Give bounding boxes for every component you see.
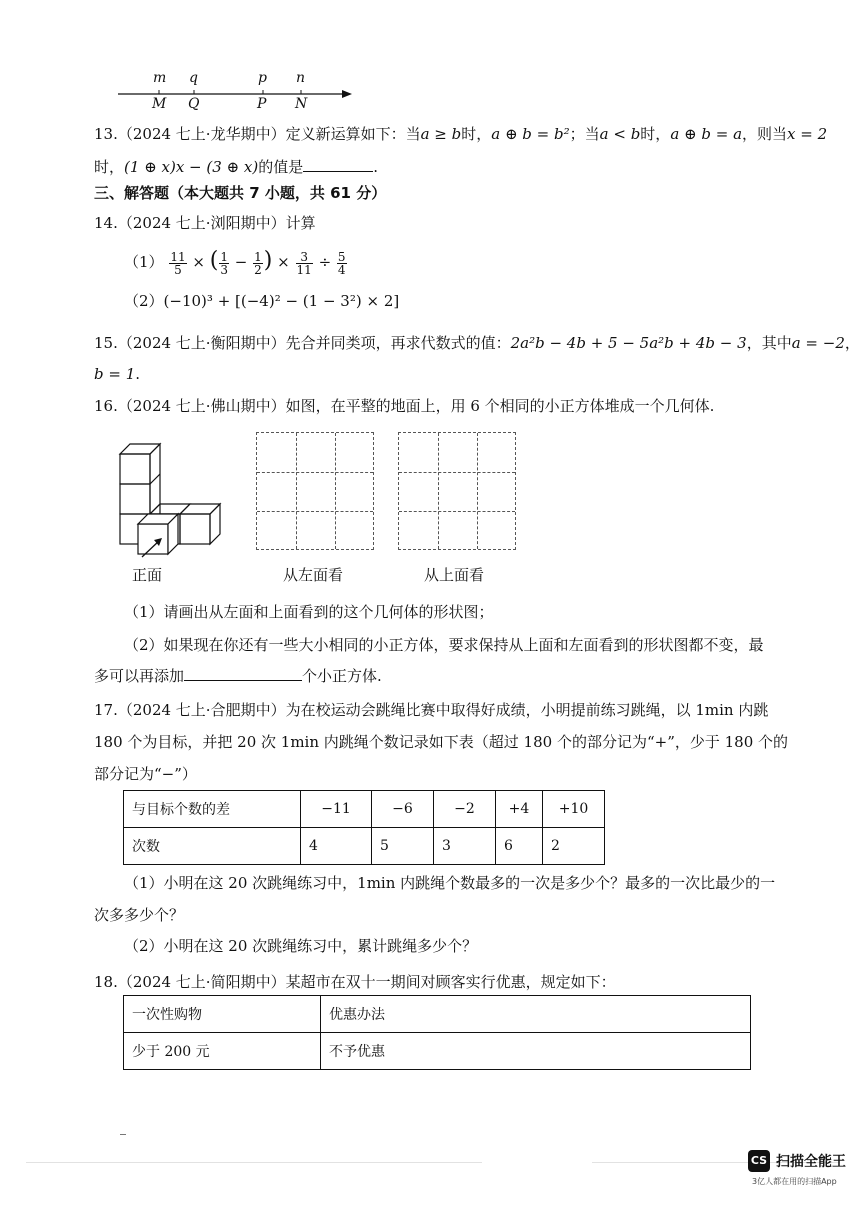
page-divider [26,1162,482,1163]
left-view-grid[interactable] [256,432,374,550]
q15-text: ， [844,334,860,352]
paren: ( [209,248,219,273]
q17-line2: 180 个为目标，并把 20 次 1min 内跳绳个数记录如下表（超过 180 个的部分记为“+”，少于 180 个的 [94,733,789,751]
q15-line1 [94,332,860,354]
footer-brand: 扫描全能王 [776,1154,846,1170]
table-cell: 4 [301,828,372,865]
label-P: P [257,96,267,112]
q15-expression: 2a²b − 4b + 5 − 5a²b + 4b − 3 [510,334,747,352]
q14-title: 14.（2024 七上·浏阳期中）计算 [94,214,316,232]
times-sign: × [192,253,205,271]
q16-part2-line1: （2）如果现在你还有一些大小相同的小正方体，要求保持从上面和左面看到的形状图都不变，最 [124,636,764,654]
q15-b-value: b = 1 [94,365,136,383]
q13-line1 [94,123,827,145]
table-cell: 2 [543,828,605,865]
q15-a-value: a = −2 [791,334,845,352]
q14-part2-expression: (−10)³ + [(−4)² − (1 − 3²) × 2] [163,292,400,310]
q18-title: 18.（2024 七上·简阳期中）某超市在双十一期间对顾客实行优惠，规定如下： [94,973,616,991]
q16-text: 个小正方体. [302,667,382,685]
q16-title: 16.（2024 七上·佛山期中）如图，在平整的地面上，用 6 个相同的小正方体堆成一个几何体. [94,397,715,415]
q18-table [123,995,751,1070]
q15-text: . [135,365,141,383]
q13-text: 时， [94,158,125,176]
table-cell: −6 [372,791,434,828]
q14-part1-label: （1） [124,253,164,271]
table-cell: 少于 200 元 [124,1033,321,1070]
table-cell: −11 [301,791,372,828]
label-N: N [295,96,308,112]
section-3-heading: 三、解答题（本大题共 7 小题，共 61 分） [94,184,387,202]
q13-expression: (1 ⊕ x)x − (3 ⊕ x) [124,158,259,176]
label-q: q [189,70,198,86]
number-line [116,70,356,114]
q13-rule2: a ⊕ b = a [670,125,743,143]
q15-line2 [94,363,140,385]
table-cell: 3 [434,828,496,865]
label-p: p [258,70,267,86]
q13-answer-blank[interactable] [303,157,373,172]
q14-part1 [124,244,348,278]
q13-cond1: a ≥ b [420,125,462,143]
q16-part1: （1）请画出从左面和上面看到的这个几何体的形状图； [124,603,494,621]
q13-xvalue: x = 2 [787,125,828,143]
label-Q: Q [188,96,200,112]
table-row [124,1033,751,1070]
scan-mark [120,1134,126,1135]
camscanner-logo-icon: CS [748,1150,770,1172]
q13-text: 时， [461,125,492,143]
q17-line1: 17.（2024 七上·合肥期中）为在校运动会跳绳比赛中取得好成绩，小明提前练习跳绳，以 1min 内跳 [94,701,769,719]
minus-sign: − [234,253,248,271]
label-top-view: 从上面看 [424,566,485,584]
top-view-grid[interactable] [398,432,516,550]
table-cell: 优惠办法 [321,996,751,1033]
q13-text: 的值是 [258,158,304,176]
q16-text: 多可以再添加 [94,667,185,685]
q13-text: . [373,158,378,176]
label-M: M [152,96,167,112]
table-cell: 一次性购物 [124,996,321,1033]
fraction: $\frac{1}{3}$ [220,249,228,277]
q15-text: 15.（2024 七上·衡阳期中）先合并同类项，再求代数式的值： [94,334,511,352]
q17-part1-line2: 次多多少个？ [94,906,185,924]
q13-text: ，则当 [742,125,788,143]
fraction: $\frac{11}{5}$ [170,249,186,277]
fraction: $\frac{3}{11}$ [296,249,312,277]
q16-answer-blank[interactable] [184,666,302,681]
label-m: m [153,70,167,86]
label-left-view: 从左面看 [283,566,344,584]
table-cell: 6 [496,828,543,865]
q13-rule1: a ⊕ b = b² [491,125,570,143]
q13-text: 时， [640,125,671,143]
q14-part2 [124,290,399,312]
q13-text: 13.（2024 七上·龙华期中）定义新运算如下：当 [94,125,421,143]
paren: ) [263,248,273,273]
q16-part2-line2 [94,665,382,687]
q17-part1-line1: （1）小明在这 20 次跳绳练习中，1min 内跳绳个数最多的一次是多少个？最多的一次比最少的一 [124,874,776,892]
table-row [124,828,605,865]
table-cell: 5 [372,828,434,865]
q13-cond2: a < b [599,125,641,143]
table-cell: 次数 [124,828,301,865]
table-row [124,996,751,1033]
q17-line3: 部分记为“−”） [94,765,197,783]
table-cell: 与目标个数的差 [124,791,301,828]
q14-part2-label: （2） [124,292,164,310]
label-front: 正面 [132,566,163,584]
q17-part2: （2）小明在这 20 次跳绳练习中，累计跳绳多少个？ [124,937,478,955]
q13-line2 [94,156,378,178]
fraction: $\frac{1}{2}$ [254,249,262,277]
label-n: n [296,70,306,86]
table-cell: +10 [543,791,605,828]
q13-text: ；当 [569,125,600,143]
table-cell: 不予优惠 [321,1033,751,1070]
fraction: $\frac{5}{4}$ [337,249,346,277]
table-cell: −2 [434,791,496,828]
footer-slogan: 3亿人都在用的扫描App [752,1177,837,1186]
table-row [124,791,605,828]
divide-sign: ÷ [318,253,332,271]
q17-table [123,790,605,865]
q15-text: ，其中 [746,334,792,352]
table-cell: +4 [496,791,543,828]
cube-stack-figure [112,440,224,558]
times-sign: × [277,253,290,271]
